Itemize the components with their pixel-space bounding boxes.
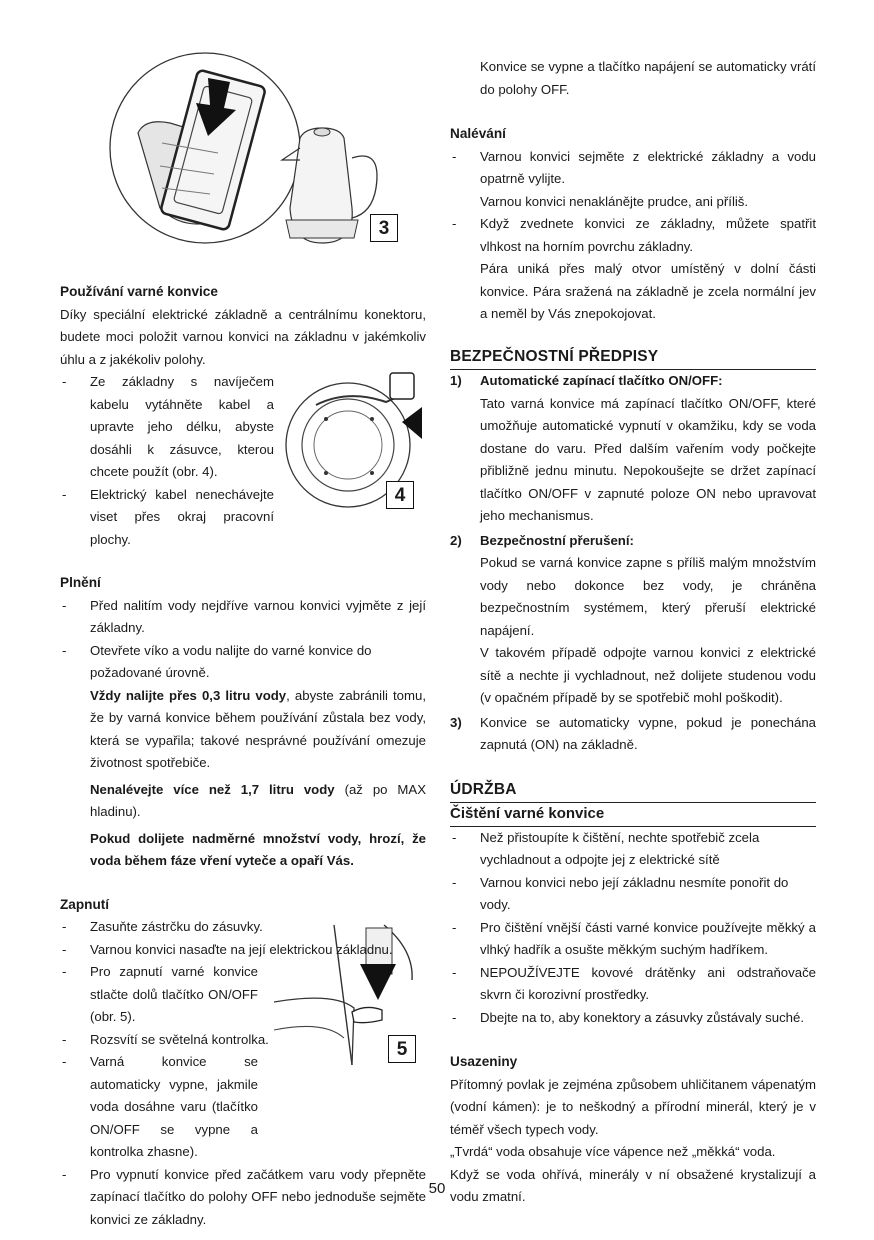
left-column (60, 281, 426, 1231)
item-title: Bezpečnostní přerušení: (480, 532, 634, 548)
item-text: Tato varná konvice má zapínací tlačítko ON/OFF, které umožňuje automatické vypnutí v okamžiku, kdy se voda dostane do varu. Před dalším vařením vody počkejte přibližně jednu minutu. Nepokoušejte se držet zapínací tlačítko ON/OFF v zapnuté poloze ON nebo upravovat jeho mechanismus. (480, 395, 816, 523)
safety-item (450, 370, 816, 528)
bold-text: Nenalévejte více než 1,7 litru vody (90, 781, 335, 797)
text: , abyste zabránili tomu, že by varná konvice během používání zůstala bez vody, která se vypařila; takové nesprávné používání omezuje životnost spotřebiče. (90, 687, 426, 770)
list-item: - Elektrický kabel nenechávejte viset přes okraj pracovní plochy. (60, 484, 274, 552)
list-item: - Než přistoupíte k čištění, nechte spotřebič zcela vychladnout a odpojte jej z elektrické sítě (450, 827, 816, 872)
kettle-lid-filter-illustration (100, 48, 405, 248)
figure-number: 4 (386, 481, 414, 509)
list-item: - Varnou konvici nasaďte na její elektrickou základnu. (60, 939, 426, 962)
list-item: - Pro čištění vnější části varné konvice používejte měkký a vlhký hadřík a osušte měkkým suchým hadříkem. (450, 917, 816, 962)
list-item-continuation: Pára uniká přes malý otvor umístěný v dolní části konvice. Pára sražená na základně je zcela normální jev a neměl by Vás znepokojovat. (480, 261, 816, 321)
text: (až po MAX hladinu). (90, 781, 427, 819)
scale-text: „Tvrdá“ voda obsahuje více vápence než „měkká“ voda. (450, 1144, 776, 1159)
list-item: - Pro vypnutí konvice před začátkem varu vody přepněte zapínací tlačítko do polohy OFF nebo jednoduše sejměte konvici ze základny. (60, 1164, 426, 1232)
list-item: - Ze základny s navíječem kabelu vytáhněte kabel a upravte jeho délku, abyste dosáhli k zásuvce, kterou chcete použít (obr. 4). (60, 371, 274, 484)
list-item: - Rozsvítí se světelná kontrolka. (60, 1029, 290, 1052)
section-title-filling: Plnění (60, 575, 101, 590)
item-number: 1) (450, 373, 462, 388)
filling-note-max (60, 779, 426, 824)
list-item: - NEPOUŽÍVEJTE kovové drátěnky ani odstraňovače skvrn či korozivní prostředky. (450, 962, 816, 1007)
list-item-continuation: Varnou konvici nenaklánějte prudce, ani příliš. (480, 193, 749, 209)
figure-number: 5 (388, 1035, 416, 1063)
filling-warning: Pokud dolijete nadměrné množství vody, hrozí, že voda během fáze vření vyteče a opaří Vás. (90, 830, 426, 868)
right-column (450, 56, 816, 1209)
list-item: - Když zvednete konvici ze základny, můžete spatřit vlhkost na horním povrchu základny. (450, 213, 816, 258)
list-item: - Varnou konvici nebo její základnu nesmíte ponořit do vody. (450, 872, 816, 917)
section-title-scale: Usazeniny (450, 1054, 518, 1069)
safety-item (450, 530, 816, 710)
section-title-pouring: Nalévání (450, 126, 506, 141)
top-text: Konvice se vypne a tlačítko napájení se automaticky vrátí do polohy OFF. (480, 59, 816, 97)
item-number: 2) (450, 532, 462, 548)
list-item: - Otevřete víko a vodu nalijte do varné konvice do požadované úrovně. (60, 640, 426, 685)
figure-3 (100, 48, 405, 248)
list-item: - Varnou konvici sejměte z elektrické základny a vodu opatrně vylijte. (450, 146, 816, 191)
section-title-safety: BEZPEČNOSTNÍ PŘEDPISY (450, 346, 816, 371)
bold-text: Vždy nalijte přes 0,3 litru vody (90, 687, 287, 703)
filling-note-min (60, 685, 426, 775)
list-item: - Pro zapnutí varné konvice stlačte dolů tlačítko ON/OFF (obr. 5). (60, 961, 258, 1029)
scale-text: Když se voda ohřívá, minerály v ní obsažené krystalizují a vodu zmatní. (450, 1166, 816, 1204)
section-title-maintenance: ÚDRŽBA (450, 779, 816, 804)
item-text: Konvice se automaticky vypne, pokud je ponechána zapnutá (ON) na základně. (480, 714, 816, 752)
scale-text: Přítomný povlak je zejména způsobem uhličitanem vápenatým (vodní kámen): je to neškodný a přírodní minerál, který je v téměř všech typech vody. (450, 1076, 816, 1137)
section-title-switching-on: Zapnutí (60, 896, 110, 912)
item-number: 3) (450, 714, 462, 730)
subsection-title-cleaning: Čištění varné konvice (450, 803, 816, 827)
item-text: V takovém případě odpojte varnou konvici z elektrické sítě a nechte ji vychladnout, než dolijete studenou vodu (v opačném případě by se spotřebič mohl poškodit). (480, 645, 816, 705)
page-number: 50 (428, 1180, 446, 1197)
safety-item (450, 712, 816, 757)
figure-number: 3 (370, 214, 398, 242)
item-text: Pokud se varná konvice zapne s příliš malým množstvím vody nebo dokonce bez vody, je chráněna bezpečnostním systémem, který přeruší elektrické napájení. (480, 555, 816, 638)
list-item: - Před nalitím vody nejdříve varnou konvici vyjměte z její základny. (60, 595, 426, 640)
section-title-usage: Používání varné konvice (60, 284, 218, 299)
list-item: - Varná konvice se automaticky vypne, jakmile voda dosáhne varu (tlačítko ON/OFF se vypne a kontrolka zhasne). (60, 1051, 258, 1164)
list-item: - Zasuňte zástrčku do zásuvky. (60, 916, 426, 939)
list-item: - Dbejte na to, aby konektory a zásuvky zůstávaly suché. (450, 1007, 816, 1030)
usage-intro: Díky speciální elektrické základně a centrálnímu konektoru, budete moci položit varnou konvici na základnu v jakémkoliv úhlu a z jakékoliv polohy. (60, 306, 426, 367)
item-title: Automatické zapínací tlačítko ON/OFF: (480, 373, 723, 388)
